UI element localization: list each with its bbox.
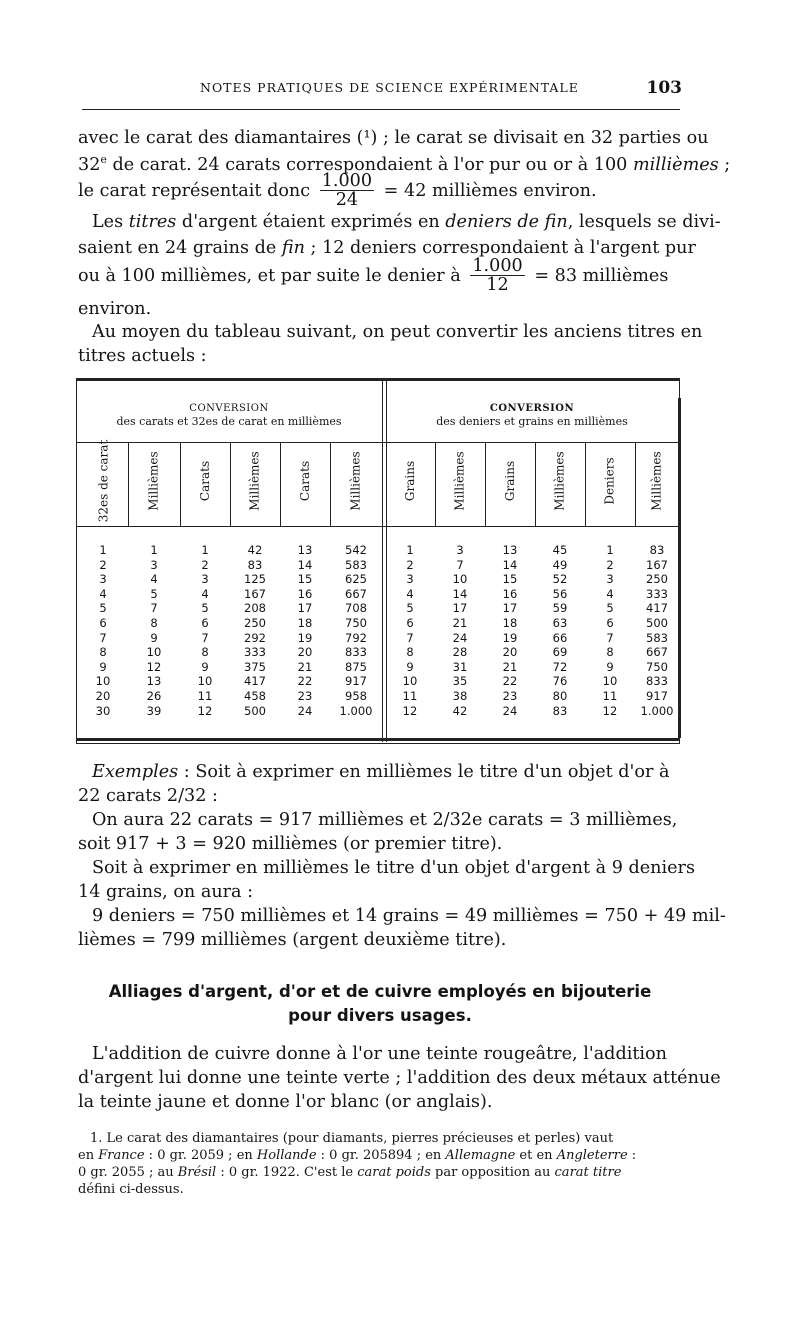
group-divider bbox=[382, 378, 383, 742]
table-cell: 8 bbox=[406, 645, 414, 660]
table-cell: 8 bbox=[150, 616, 158, 630]
table-cell: 250 bbox=[646, 572, 668, 587]
table-cell: 35 bbox=[452, 674, 468, 689]
table-cell: 13 bbox=[146, 674, 162, 689]
table-cell: 542 bbox=[345, 543, 367, 557]
table-cell: 8 bbox=[99, 645, 107, 660]
column-header: Grains bbox=[402, 460, 417, 502]
table-cell: 458 bbox=[244, 689, 266, 703]
column-rule bbox=[280, 442, 281, 526]
table-cell: 20 bbox=[502, 645, 518, 660]
column-rule bbox=[635, 442, 636, 526]
table-cell: 583 bbox=[646, 630, 668, 645]
column-header: Millièmes bbox=[453, 451, 468, 511]
table-cell: 9 bbox=[606, 659, 614, 674]
text-line: avec le carat des diamantaires (¹) ; le carat se divisait en 32 parties ou bbox=[78, 128, 709, 148]
table-cell: 750 bbox=[646, 659, 668, 674]
table-cell: 7 bbox=[606, 630, 614, 645]
table-cell: 24 bbox=[297, 703, 313, 718]
table-cell: 7 bbox=[201, 630, 209, 645]
column-rule bbox=[128, 442, 129, 526]
table-cell: 22 bbox=[297, 674, 313, 689]
table-cell: 14 bbox=[297, 557, 313, 572]
table-cell: 15 bbox=[297, 572, 313, 587]
table-cell: 11 bbox=[197, 689, 213, 703]
text-line: environ. bbox=[78, 299, 152, 319]
table-cell: 250 bbox=[244, 616, 266, 630]
running-header bbox=[200, 78, 682, 100]
column-rule bbox=[585, 442, 586, 526]
table-cell: 6 bbox=[99, 616, 107, 630]
column-header: Grains bbox=[502, 460, 517, 502]
table-cell: 167 bbox=[244, 586, 266, 601]
table-cell: 72 bbox=[552, 659, 568, 674]
column-rule bbox=[435, 442, 436, 526]
table-cell: 10 bbox=[197, 674, 213, 689]
table-cell: 6 bbox=[201, 616, 209, 630]
table-cell: 69 bbox=[552, 645, 568, 660]
table-cell: 80 bbox=[552, 689, 568, 703]
table-cell: 18 bbox=[502, 616, 518, 630]
text-line: 9 deniers = 750 millièmes et 14 grains = 49 millièmes = 750 + 49 mil- bbox=[92, 906, 726, 926]
table-cell: 5 bbox=[606, 601, 614, 616]
table-cell: 11 bbox=[402, 689, 418, 703]
table-cell: 3 bbox=[456, 543, 464, 557]
table-cell: 13 bbox=[297, 543, 313, 557]
table-cell: 417 bbox=[646, 601, 668, 616]
table-cell: 12 bbox=[146, 659, 162, 674]
text-line: la teinte jaune et donne l'or blanc (or anglais). bbox=[78, 1092, 493, 1112]
table-cell: 83 bbox=[649, 543, 665, 557]
table-cell: 20 bbox=[297, 645, 313, 660]
text-line: Les titres d'argent étaient exprimés en deniers de fin, lesquels se divi- bbox=[92, 212, 721, 232]
table-cell: 500 bbox=[244, 703, 266, 718]
column-rule bbox=[535, 442, 536, 526]
table-cell: 7 bbox=[456, 557, 464, 572]
table-cell: 3 bbox=[606, 572, 614, 587]
table-cell: 38 bbox=[452, 689, 468, 703]
table-cell: 708 bbox=[345, 601, 367, 616]
table-cell: 10 bbox=[602, 674, 618, 689]
table-cell: 21 bbox=[297, 659, 313, 674]
section-heading: Alliages d'argent, d'or et de cuivre employés en bijouterie pour divers usages. bbox=[108, 982, 652, 1025]
table-cell: 28 bbox=[452, 645, 468, 660]
table-cell: 11 bbox=[602, 689, 618, 703]
table-cell: 17 bbox=[297, 601, 313, 616]
table-cell: 9 bbox=[99, 659, 107, 674]
table-cell: 10 bbox=[95, 674, 111, 689]
table-cell: 333 bbox=[244, 645, 266, 660]
table-cell: 30 bbox=[95, 703, 111, 718]
table-cell: 18 bbox=[297, 616, 313, 630]
table-cell: 667 bbox=[646, 645, 668, 660]
table-cell: 76 bbox=[552, 674, 568, 689]
table-cell: 2 bbox=[406, 557, 414, 572]
table-cell: 10 bbox=[146, 645, 162, 660]
table-cell: 8 bbox=[201, 645, 209, 660]
column-head-rule bbox=[76, 526, 678, 527]
table-cell: 917 bbox=[646, 689, 668, 703]
table-cell: 375 bbox=[244, 659, 266, 674]
table-cell: 39 bbox=[146, 703, 162, 718]
text-line: On aura 22 carats = 917 millièmes et 2/32e carats = 3 millièmes, bbox=[92, 810, 678, 830]
table-cell: 292 bbox=[244, 630, 266, 645]
text-line: L'addition de cuivre donne à l'or une teinte rougeâtre, l'addition bbox=[92, 1044, 667, 1064]
table-cell: 13 bbox=[502, 543, 518, 557]
table-cell: 7 bbox=[99, 630, 107, 645]
table-cell: 9 bbox=[201, 659, 209, 674]
table-cell: 833 bbox=[345, 645, 367, 660]
header-rule bbox=[82, 109, 680, 110]
table-cell: 6 bbox=[406, 616, 414, 630]
page-number: 103 bbox=[646, 78, 682, 98]
table-cell: 917 bbox=[345, 674, 367, 689]
table-cell: 19 bbox=[297, 630, 313, 645]
formula-line: le carat représentait donc $\frac{1.000}{24}$ = 42 millièmes environ. bbox=[78, 171, 597, 211]
table-cell: 7 bbox=[150, 601, 158, 616]
table-cell: 66 bbox=[552, 630, 568, 645]
text-line: 14 grains, on aura : bbox=[78, 882, 254, 902]
table-cell: 24 bbox=[502, 703, 518, 718]
table-cell: 4 bbox=[150, 572, 158, 587]
table-cell: 17 bbox=[502, 601, 518, 616]
table-cell: 59 bbox=[552, 601, 568, 616]
text-line: Au moyen du tableau suivant, on peut convertir les anciens titres en bbox=[92, 322, 703, 342]
table-cell: 5 bbox=[406, 601, 414, 616]
table-cell: 42 bbox=[452, 703, 468, 718]
text-line: titres actuels : bbox=[78, 346, 207, 366]
text-line: saient en 24 grains de fin ; 12 deniers correspondaient à l'argent pur bbox=[78, 238, 696, 258]
column-rule bbox=[180, 442, 181, 526]
table-cell: 14 bbox=[502, 557, 518, 572]
table-cell: 3 bbox=[150, 557, 158, 572]
table-cell: 667 bbox=[345, 586, 367, 601]
table-cell: 14 bbox=[452, 586, 468, 601]
table-cell: 1 bbox=[150, 543, 158, 557]
table-cell: 4 bbox=[406, 586, 414, 601]
table-cell: 56 bbox=[552, 586, 568, 601]
table-cell: 10 bbox=[402, 674, 418, 689]
table-cell: 17 bbox=[452, 601, 468, 616]
table-cell: 5 bbox=[150, 586, 158, 601]
column-header: Carats bbox=[298, 460, 312, 502]
table-cell: 12 bbox=[402, 703, 418, 718]
table-cell: 833 bbox=[646, 674, 668, 689]
table-cell: 20 bbox=[95, 689, 111, 703]
table-cell: 792 bbox=[345, 630, 367, 645]
table-cell: 3 bbox=[99, 572, 107, 587]
column-rule bbox=[485, 442, 486, 526]
table-cell: 21 bbox=[452, 616, 468, 630]
column-header: Millièmes bbox=[553, 451, 568, 511]
table-cell: 583 bbox=[345, 557, 367, 572]
column-header: Millièmes bbox=[147, 451, 162, 511]
table-cell: 21 bbox=[502, 659, 518, 674]
column-rule bbox=[330, 442, 331, 526]
table-cell: 49 bbox=[552, 557, 568, 572]
table-cell: 4 bbox=[99, 586, 107, 601]
table-cell: 5 bbox=[201, 601, 209, 616]
text-line: lièmes = 799 millièmes (argent deuxième titre). bbox=[78, 930, 507, 950]
table-cell: 83 bbox=[247, 557, 263, 572]
table-cell: 9 bbox=[150, 630, 158, 645]
table-cell: 625 bbox=[345, 572, 367, 587]
table-cell: 42 bbox=[247, 543, 263, 557]
table-cell: 333 bbox=[646, 586, 668, 601]
formula-line: ou à 100 millièmes, et par suite le denier à $\frac{1.000}{12}$ = 83 millièmes bbox=[78, 256, 669, 296]
table-cell: 4 bbox=[606, 586, 614, 601]
table-cell: 5 bbox=[99, 601, 107, 616]
table-cell: 6 bbox=[606, 616, 614, 630]
column-header: Deniers bbox=[602, 457, 617, 505]
table-cell: 208 bbox=[244, 601, 266, 616]
table-cell: 3 bbox=[201, 572, 209, 587]
table-cell: 2 bbox=[99, 557, 107, 572]
table-cell: 3 bbox=[406, 572, 414, 587]
group-header-carats: CONVERSION des carats et 32es de carat en millièmes bbox=[116, 403, 342, 428]
text-line: soit 917 + 3 = 920 millièmes (or premier titre). bbox=[78, 834, 503, 854]
table-cell: 7 bbox=[406, 630, 414, 645]
table-cell: 15 bbox=[502, 572, 518, 587]
column-header: Millièmes bbox=[248, 451, 263, 511]
column-header: Millièmes bbox=[650, 451, 665, 511]
table-cell: 12 bbox=[197, 703, 213, 718]
table-cell: 1 bbox=[99, 543, 107, 557]
table-cell: 19 bbox=[502, 630, 518, 645]
table-cell: 1 bbox=[201, 543, 209, 557]
table-cell: 10 bbox=[452, 572, 468, 587]
table-cell: 23 bbox=[502, 689, 518, 703]
table-cell: 16 bbox=[297, 586, 313, 601]
table-cell: 26 bbox=[146, 689, 162, 703]
table-cell: 83 bbox=[552, 703, 568, 718]
table-cell: 1 bbox=[606, 543, 614, 557]
table-cell: 1.000 bbox=[640, 703, 674, 718]
column-header: Millièmes bbox=[349, 451, 364, 511]
table-cell: 31 bbox=[452, 659, 468, 674]
text-line: d'argent lui donne une teinte verte ; l'addition des deux métaux atténue bbox=[78, 1068, 721, 1088]
table-cell: 23 bbox=[297, 689, 313, 703]
column-rule bbox=[230, 442, 231, 526]
table-cell: 875 bbox=[345, 659, 367, 674]
table-cell: 45 bbox=[552, 543, 568, 557]
table-cell: 8 bbox=[606, 645, 614, 660]
table-cell: 63 bbox=[552, 616, 568, 630]
column-header: 32es de carat bbox=[96, 439, 110, 523]
table-cell: 750 bbox=[345, 616, 367, 630]
text-line: 22 carats 2/32 : bbox=[78, 786, 218, 806]
footnote: 1. Le carat des diamantaires (pour diamants, pierres précieuses et perles) vaut en France : 0 gr. 2059 ; en Hollande : 0 gr. 205894 ; en Allemagne et en Angleterre : 0 gr. 2055 ; au Brésil : 0 gr. 1922. C'est le carat poids par opposition au carat titre défini ci-dessus. bbox=[78, 1131, 637, 1197]
text-line: 32e de carat. 24 carats correspondaient à l'or pur ou or à 100 millièmes ; bbox=[78, 153, 731, 175]
text-line: Exemples : Soit à exprimer en millièmes le titre d'un objet d'or à bbox=[92, 762, 670, 782]
group-header-deniers: CONVERSION des deniers et grains en millièmes bbox=[436, 403, 628, 428]
table-cell: 2 bbox=[606, 557, 614, 572]
table-cell: 9 bbox=[406, 659, 414, 674]
table-cell: 12 bbox=[602, 703, 618, 718]
table-cell: 22 bbox=[502, 674, 518, 689]
table-cell: 1 bbox=[406, 543, 414, 557]
text-line: Soit à exprimer en millièmes le titre d'un objet d'argent à 9 deniers bbox=[92, 858, 695, 878]
fraction: $\frac{1.000}{12}$ bbox=[472, 256, 523, 296]
table-cell: 958 bbox=[345, 689, 367, 703]
table-cell: 2 bbox=[201, 557, 209, 572]
fraction: $\frac{1.000}{24}$ bbox=[321, 171, 373, 211]
table-cell: 167 bbox=[646, 557, 668, 572]
table-cell: 1.000 bbox=[339, 703, 373, 718]
table-cell: 417 bbox=[244, 674, 266, 689]
table-cell: 125 bbox=[244, 572, 266, 587]
table-cell: 500 bbox=[646, 616, 668, 630]
table-cell: 16 bbox=[502, 586, 518, 601]
column-header: Carats bbox=[198, 460, 212, 502]
table-cell: 24 bbox=[452, 630, 468, 645]
running-title: NOTES PRATIQUES DE SCIENCE EXPÉRIMENTALE bbox=[200, 80, 579, 95]
table-cell: 4 bbox=[201, 586, 209, 601]
table-cell: 52 bbox=[552, 572, 568, 587]
table-bottom-rule bbox=[76, 738, 680, 741]
